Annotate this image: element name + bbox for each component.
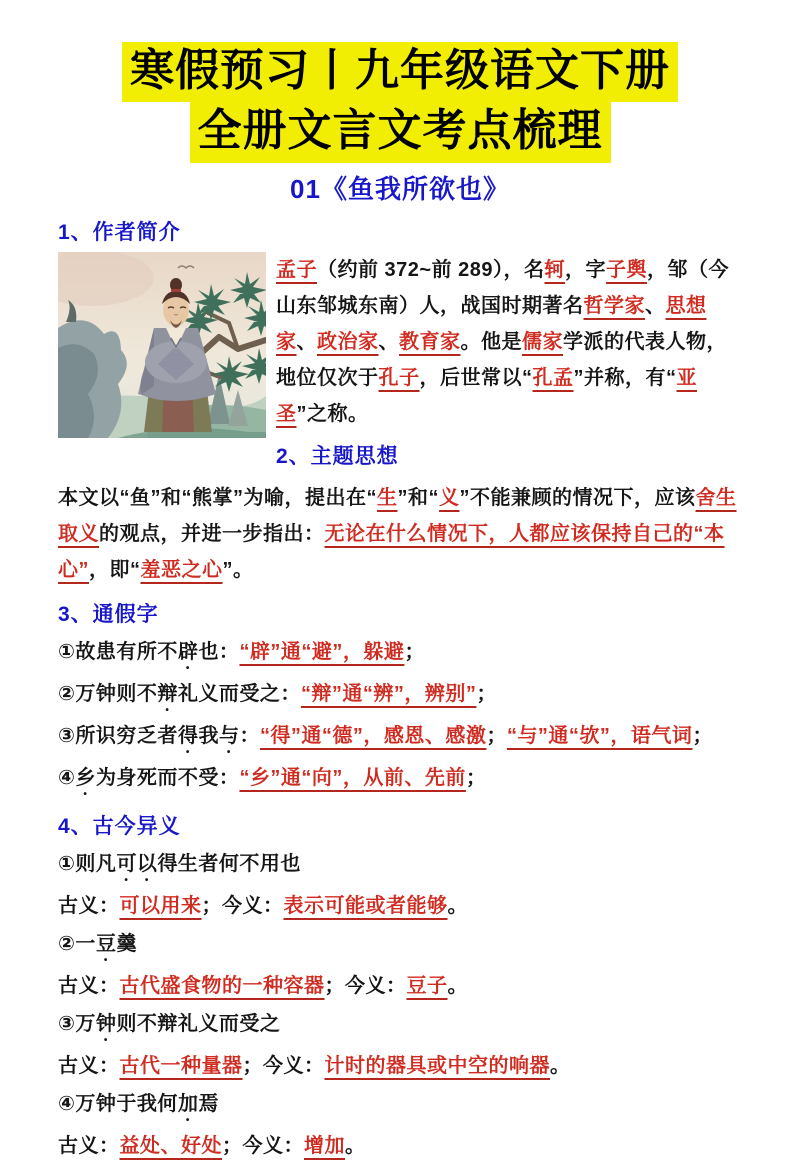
text-segment: 轲 xyxy=(544,258,566,281)
text-segment: 古义： xyxy=(58,974,120,997)
text-segment: ”。 xyxy=(222,558,254,581)
text-segment: （约前 372~前 289），名 xyxy=(317,258,545,281)
gujin-line-1 xyxy=(58,846,742,886)
text-segment: ；今义： xyxy=(324,974,407,997)
text-segment: 舍生取义 xyxy=(58,486,737,545)
text-segment: ①故患有所不 xyxy=(58,640,178,663)
gujin-line-5 xyxy=(58,1006,742,1046)
text-segment: 羹 xyxy=(116,932,137,955)
text-segment: 益处、好处 xyxy=(119,1134,222,1157)
text-segment: 古义： xyxy=(58,1134,120,1157)
tongjiazi-item-2 xyxy=(58,676,742,716)
text-segment: 则不辩礼义而受之 xyxy=(116,1012,281,1035)
tongjiazi-item-3 xyxy=(58,718,742,758)
author-text-column xyxy=(276,252,742,470)
text-segment: “乡”通“向”，从前、先前 xyxy=(239,766,466,789)
text-segment: 孔子 xyxy=(378,366,420,389)
text-segment: 焉 xyxy=(198,1092,219,1115)
text-segment: 学派的代表人物，地位仅次于 xyxy=(276,330,727,389)
text-segment: 。他是 xyxy=(460,330,522,353)
text-segment: ③万 xyxy=(58,1012,96,1035)
text-segment: 无论在什么情况下，人都应该保持自己的“本心” xyxy=(58,522,725,581)
text-segment: 加 xyxy=(177,1092,199,1115)
text-segment: 我 xyxy=(198,724,219,747)
text-segment: 。 xyxy=(550,1054,571,1077)
text-segment: 古代盛食物的一种容器 xyxy=(119,974,325,997)
text-segment: 孔孟 xyxy=(532,366,574,389)
text-segment: 表示可能或者能够 xyxy=(283,894,448,917)
text-segment: 义 xyxy=(439,486,460,509)
text-segment: 礼义而受之： xyxy=(177,682,301,705)
text-segment: 教育家 xyxy=(399,330,461,353)
text-segment: 哲学家 xyxy=(583,294,645,317)
text-segment: 钟 xyxy=(95,1012,117,1035)
text-segment: ； xyxy=(404,640,425,663)
text-segment: ，后世常以“ xyxy=(419,366,533,389)
gujin-line-7 xyxy=(58,1086,742,1126)
text-segment: ④ xyxy=(58,766,76,789)
text-segment: ③所识穷乏者 xyxy=(58,724,178,747)
text-segment: 古代一种量器 xyxy=(119,1054,243,1077)
text-segment: 也： xyxy=(198,640,240,663)
text-segment: ； xyxy=(476,682,497,705)
text-segment: ，即“ xyxy=(89,558,141,581)
text-segment: ；今义： xyxy=(242,1054,325,1077)
text-segment: 亚圣 xyxy=(276,366,697,425)
text-segment: 的观点，并进一步指出： xyxy=(99,522,325,545)
mencius-illustration xyxy=(58,252,266,438)
text-segment: 乡 xyxy=(75,766,96,789)
page-title xyxy=(58,42,742,163)
text-segment: 为身死而不受： xyxy=(95,766,240,789)
text-segment: 得生者何不用也 xyxy=(157,852,301,875)
gujin-line-2 xyxy=(58,888,742,924)
title-line-1: 寒假预习丨九年级语文下册 xyxy=(122,42,678,102)
text-segment: ；今义： xyxy=(201,894,284,917)
text-segment: ②万钟则不 xyxy=(58,682,158,705)
text-segment: “与”通“欤”，语气词 xyxy=(506,724,693,747)
text-segment: 儒家 xyxy=(522,330,563,353)
text-segment: 计时的器具或中空的响器 xyxy=(324,1054,550,1077)
text-segment: 、 xyxy=(378,330,399,353)
text-segment: ，字 xyxy=(565,258,607,281)
text-segment: ： xyxy=(239,724,260,747)
text-segment: 。 xyxy=(447,894,468,917)
text-segment: 辩 xyxy=(157,682,178,705)
text-segment: 可以用来 xyxy=(119,894,202,917)
text-segment: ，邹（今山东邹城东南）人，战国时期著名 xyxy=(276,258,730,317)
text-segment: 生 xyxy=(377,486,398,509)
text-segment: 增加 xyxy=(304,1134,345,1157)
text-segment: 辟 xyxy=(177,640,199,663)
text-segment: 子舆 xyxy=(606,258,648,281)
lesson-subtitle: 01《鱼我所欲也》 xyxy=(290,173,510,204)
mencius-painting-svg xyxy=(58,252,266,438)
theme-paragraph xyxy=(58,480,742,588)
text-segment: ④万钟于我何 xyxy=(58,1092,178,1115)
text-segment: 本文以“鱼”和“熊掌”为喻，提出在“ xyxy=(58,486,377,509)
text-segment: 、 xyxy=(296,330,317,353)
text-segment: 古义： xyxy=(58,1054,120,1077)
section-heading-gujin: 4、古今异义 xyxy=(58,814,181,838)
text-segment: 。 xyxy=(345,1134,366,1157)
text-segment: 豆子 xyxy=(406,974,448,997)
gujin-line-8 xyxy=(58,1128,742,1164)
text-segment: ”和“ xyxy=(397,486,439,509)
text-segment: ”不能兼顾的情况下，应该 xyxy=(459,486,696,509)
section-heading-theme: 2、主题思想 xyxy=(276,444,399,468)
text-segment: ；今义： xyxy=(222,1134,304,1157)
text-segment: 政治家 xyxy=(317,330,379,353)
text-segment: ”之称。 xyxy=(296,402,369,425)
text-segment: “得”通“德”，感恩、感激 xyxy=(259,724,487,747)
text-segment: 。 xyxy=(447,974,468,997)
title-line-2: 全册文言文考点梳理 xyxy=(190,102,611,162)
section-heading-author-intro: 1、作者简介 xyxy=(58,220,181,244)
gujin-line-4 xyxy=(58,968,742,1004)
text-segment: 得 xyxy=(177,724,199,747)
text-segment: 豆 xyxy=(95,932,117,955)
section-heading-tongjiazi: 3、通假字 xyxy=(58,602,159,626)
text-segment: ； xyxy=(465,766,487,789)
text-segment: ”并称，有“ xyxy=(573,366,677,389)
text-segment: 古义： xyxy=(58,894,120,917)
tongjiazi-item-4 xyxy=(58,760,742,800)
text-segment: “辟”通“避”，躲避 xyxy=(239,640,405,663)
gujin-line-3 xyxy=(58,926,742,966)
text-segment: ； xyxy=(692,724,713,747)
text-segment: 羞恶之心 xyxy=(140,558,223,581)
text-segment: 与 xyxy=(218,724,240,747)
text-segment: ； xyxy=(486,724,507,747)
text-segment: 思想家 xyxy=(276,294,707,353)
text-segment: 、 xyxy=(645,294,666,317)
gujin-line-6 xyxy=(58,1048,742,1084)
text-segment: 孟子 xyxy=(276,258,317,281)
text-segment: “辩”通“辨”，辨别” xyxy=(300,682,477,705)
text-segment: 可以 xyxy=(116,852,158,875)
tongjiazi-item-1 xyxy=(58,634,742,674)
author-paragraph xyxy=(276,252,742,432)
author-intro-block xyxy=(58,252,742,470)
text-segment: ②一 xyxy=(58,932,96,955)
text-segment: ①则凡 xyxy=(58,852,117,875)
